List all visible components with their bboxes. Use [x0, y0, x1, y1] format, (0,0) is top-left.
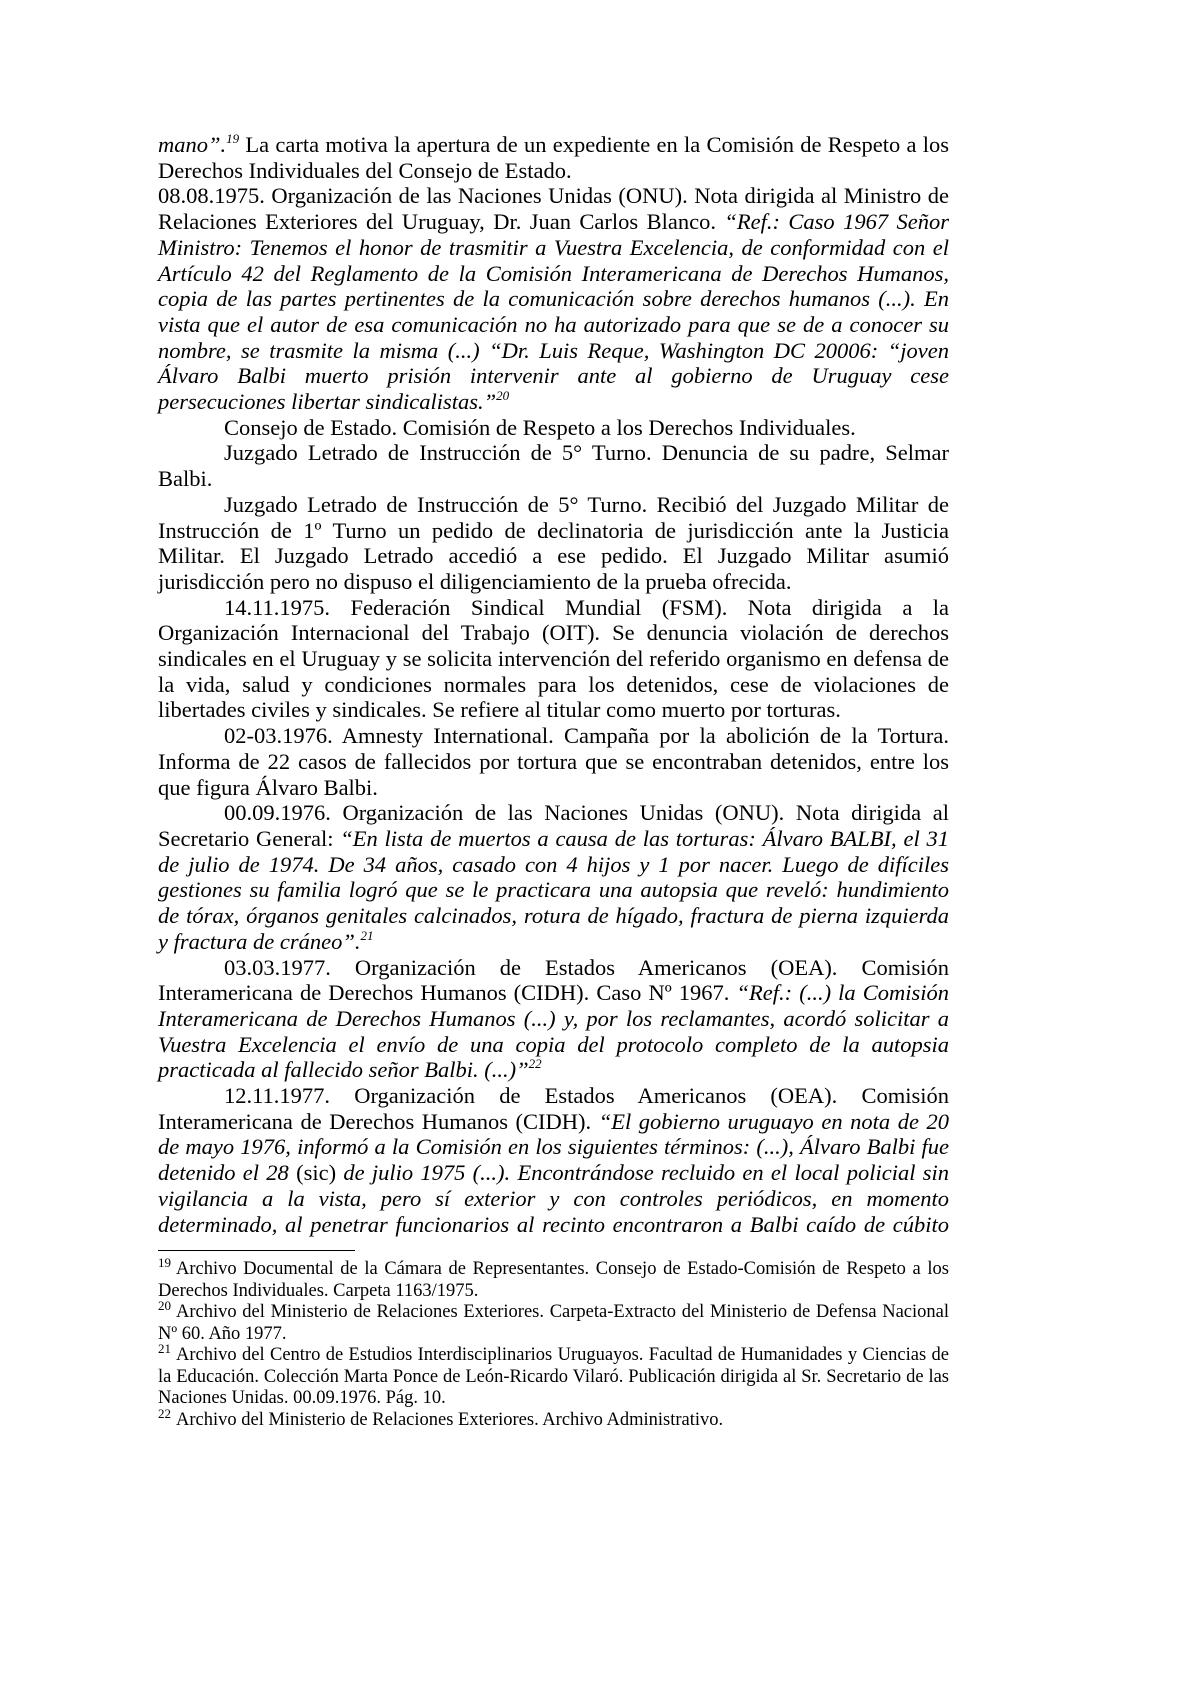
footnote-reference: 19 [226, 131, 240, 146]
paragraph [158, 415, 949, 441]
text-run: “Ref.: Caso 1967 Señor Ministro: Tenemos el honor de trasmitir a Vuestra Excelencia, de conformidad con el Artículo 42 del Reglamento de la Comisión Interamericana de Derechos Humanos, copia de las partes pertinentes de la comunicación sobre derechos humanos (...). En vista que el autor de esa comunicación no ha autorizado para que se de a conocer su nombre, se trasmite la misma (...) “Dr. Luis Reque, Washington DC 20006: “joven Álvaro Balbi muerto prisión intervenir ante al gobierno de Uruguay cese persecuciones libertar sindicalistas.” [158, 209, 949, 415]
paragraph [158, 183, 949, 414]
footnote [158, 1341, 949, 1410]
text-run: Juzgado Letrado de Instrucción de 5° Turno. Recibió del Juzgado Militar de Instrucción de 1º Turno un pedido de declinatoria de jurisdicción ante la Justicia Militar. El Juzgado Letrado accedió a ese pedido. El Juzgado Militar asumió jurisdicción pero no dispuso el diligenciamiento de la prueba ofrecida. [158, 491, 949, 594]
paragraph [158, 440, 949, 491]
paragraph [158, 955, 949, 1084]
text-run: 00.09.1976. Organización de las Naciones Unidas (ONU). Nota dirigida al Secretario General: [158, 800, 949, 851]
text-run: La carta motiva la apertura de un expediente en la Comisión de Respeto a los Derechos Individuales del Consejo de Estado. [158, 132, 949, 183]
footnote-reference: 22 [528, 1056, 542, 1072]
text-run: “En lista de muertos a causa de las torturas: Álvaro BALBI, el 31 de julio de 1974. De 34 años, casado con 4 hijos y 1 por nacer. Luego de difíciles gestiones su familia logró que se le practicara una autopsia que reveló: hundimiento de tórax, órganos genitales calcinados, rotura de hígado, fractura de pierna izquierda y fractura de cráneo”. [158, 825, 949, 954]
paragraph [158, 132, 949, 183]
footnote-text: Archivo del Centro de Estudios Interdisciplinarios Uruguayos. Facultad de Humanidades y Ciencias de la Educación. Colección Marta Ponce de León-Ricardo Vilaró. Publicación dirigida al Sr. Secretario de las Naciones Unidas. 00.09.1976. Pág. 10. [158, 1345, 949, 1409]
footnote-number: 22 [158, 1405, 171, 1421]
text-run: 03.03.1977. Organización de Estados Americanos (OEA). Comisión Interamericana de Derechos Humanos (CIDH). Caso Nº 1967. [158, 954, 949, 1006]
footnote [158, 1405, 949, 1432]
footnote-number: 19 [158, 1255, 171, 1271]
footnote-reference: 21 [360, 927, 374, 943]
paragraph [158, 595, 949, 724]
paragraph [158, 723, 949, 800]
footnote-text: Archivo del Ministerio de Relaciones Exteriores. Archivo Administrativo. [176, 1409, 724, 1430]
text-run: 02-03.1976. Amnesty International. Campaña por la abolición de la Tortura. Informa de 22 casos de fallecidos por tortura que se encontraban detenidos, entre los que figura Álvaro Balbi. [158, 723, 949, 800]
footnote-text: Archivo del Ministerio de Relaciones Exteriores. Carpeta-Extracto del Ministerio de Defensa Nacional Nº 60. Año 1977. [158, 1302, 949, 1344]
paragraph [158, 1083, 949, 1237]
text-run: “Ref.: (...) la Comisión Interamericana de Derechos Humanos (...) y, por los reclamantes, acordó solicitar a Vuestra Excelencia el envío de una copia del protocolo completo de la autopsia practicada al fallecido señor Balbi. (...)” [158, 980, 949, 1083]
footnote-text: Archivo Documental de la Cámara de Representantes. Consejo de Estado-Comisión de Respeto a los Derechos Individuales. Carpeta 1163/1975. [158, 1259, 949, 1301]
text-run: (sic) [296, 1160, 337, 1186]
footnote [158, 1255, 949, 1302]
footnote-number: 21 [158, 1341, 171, 1357]
document-page [158, 132, 949, 1431]
footnotes [158, 1255, 949, 1431]
body-text [158, 132, 949, 1237]
footnote-reference: 20 [496, 388, 510, 404]
paragraph [158, 800, 949, 954]
footnote-separator [158, 1250, 355, 1251]
text-run: mano”. [158, 132, 227, 157]
text-run: Consejo de Estado. Comisión de Respeto a los Derechos Individuales. [224, 414, 856, 440]
footnote [158, 1298, 949, 1345]
text-run: “El gobierno uruguayo en nota de 20 de mayo 1976, informó a la Comisión en los siguientes términos: (...), Álvaro Balbi fue detenido el 28 [158, 1108, 949, 1186]
text-run: 08.08.1975. Organización de las Naciones Unidas (ONU). Nota dirigida al Ministro de Relaciones Exteriores del Uruguay, Dr. Juan Carlos Blanco. [158, 183, 949, 235]
text-run: de julio 1975 (...). Encontrándose recluido en el local policial sin vigilancia a la vista, pero sí exterior y con controles periódicos, en momento determinado, al penetrar funcionarios al recinto encontraron a Balbi caído de cúbito [158, 1160, 949, 1237]
paragraph [158, 492, 949, 595]
footnote-number: 20 [158, 1298, 171, 1314]
text-run: 12.11.1977. Organización de Estados Americanos (OEA). Comisión Interamericana de Derechos Humanos (CIDH). [158, 1083, 949, 1134]
text-run: 14.11.1975. Federación Sindical Mundial (FSM). Nota dirigida a la Organización Internacional del Trabajo (OIT). Se denuncia violación de derechos sindicales en el Uruguay y se solicita intervención del referido organismo en defensa de la vida, salud y condiciones normales para los detenidos, cese de violaciones de libertades civiles y sindicales. Se refiere al titular como muerto por torturas. [158, 594, 949, 723]
text-run: Juzgado Letrado de Instrucción de 5° Turno. Denuncia de su padre, Selmar Balbi. [158, 440, 949, 492]
